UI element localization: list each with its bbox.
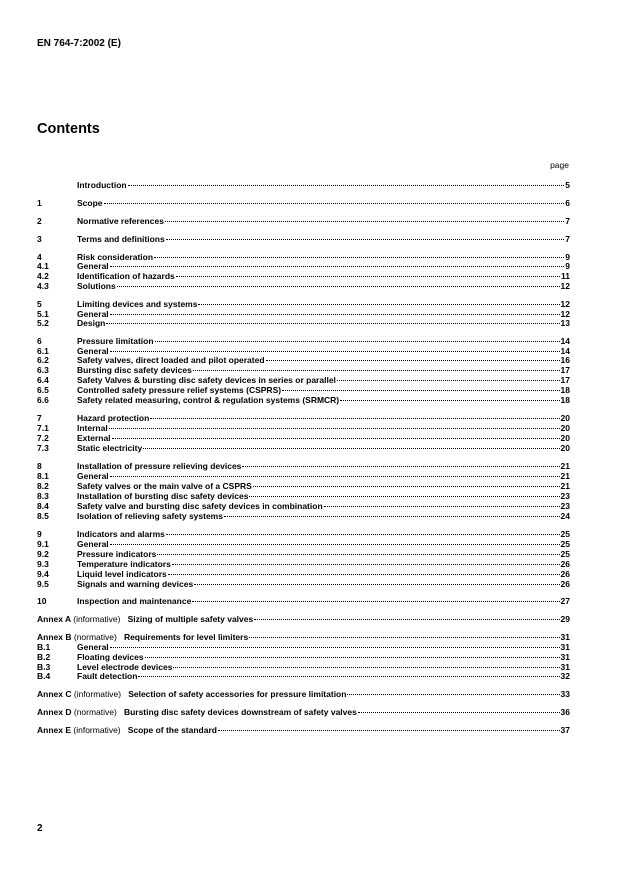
toc-entry-page: 18 — [560, 395, 570, 405]
toc-entry[interactable] — [37, 299, 570, 309]
toc-entry[interactable] — [37, 355, 570, 365]
dot-leader — [173, 666, 559, 668]
dot-leader — [253, 485, 560, 487]
toc-entry-title: General — [77, 471, 109, 481]
toc-entry-page: 20 — [560, 443, 570, 453]
toc-entry-number: 8.5 — [37, 511, 49, 521]
dot-leader — [340, 399, 559, 401]
toc-entry-page: 26 — [560, 569, 570, 579]
toc-entry-title: Installation of bursting disc safety devices — [77, 491, 249, 501]
toc-entry-number: 7.1 — [37, 423, 49, 433]
annex-label: Annex A — [37, 614, 71, 624]
toc-entry[interactable] — [37, 707, 570, 717]
toc-entry[interactable] — [37, 569, 570, 579]
annex-label: Annex B — [37, 632, 72, 642]
dot-leader — [218, 729, 560, 731]
toc-entry-title: Safety valves or the main valve of a CSPRS — [77, 481, 252, 491]
toc-entry-number: B.3 — [37, 662, 51, 672]
toc-entry-title: Safety Valves & bursting disc safety devices in series or parallel — [77, 375, 336, 385]
annex-kind: (informative) — [73, 725, 121, 735]
toc-entry[interactable] — [37, 413, 570, 423]
toc-entry[interactable] — [37, 198, 570, 208]
toc-entry-title: Design — [77, 318, 106, 328]
annex-title: Scope of the standard — [127, 725, 217, 735]
toc-entry-title: General — [77, 309, 109, 319]
toc-entry-number: 9.2 — [37, 549, 49, 559]
dot-leader — [172, 563, 560, 565]
toc-entry[interactable] — [37, 539, 570, 549]
annex-kind: (normative) — [73, 707, 117, 717]
dot-leader — [112, 437, 560, 439]
toc-entry-title: Floating devices — [77, 652, 144, 662]
dot-leader — [155, 340, 560, 342]
toc-entry-title: Indicators and alarms — [77, 529, 165, 539]
toc-entry-title: General — [77, 539, 109, 549]
toc-entry-number: 7 — [37, 413, 42, 423]
toc-entry-page: 27 — [560, 596, 570, 606]
toc-entry-page: 21 — [560, 481, 570, 491]
toc-entry-page: 17 — [560, 365, 570, 375]
dot-leader — [138, 675, 559, 677]
toc-entry-page: 31 — [560, 642, 570, 652]
dot-leader — [145, 656, 560, 658]
dot-leader — [347, 693, 559, 695]
toc-entry-page: 9 — [565, 252, 570, 262]
page-title: Contents — [37, 121, 100, 137]
toc-entry-page: 7 — [565, 234, 570, 244]
toc-entry-page: 32 — [560, 671, 570, 681]
toc-entry[interactable] — [37, 579, 570, 589]
toc-entry[interactable] — [37, 596, 570, 606]
dot-leader — [109, 427, 560, 429]
dot-leader — [106, 322, 559, 324]
dot-leader — [110, 313, 560, 315]
toc-entry-page: 7 — [565, 216, 570, 226]
toc-entry-title: General — [77, 346, 109, 356]
annex-kind: (informative) — [73, 689, 122, 699]
dot-leader — [110, 646, 560, 648]
toc-entry-number: 5.1 — [37, 309, 49, 319]
toc-entry-title: Controlled safety pressure relief systems (CSPRS) — [77, 385, 282, 395]
toc-entry-title — [37, 725, 217, 735]
toc-entry-number: 4 — [37, 252, 42, 262]
dot-leader — [110, 265, 565, 267]
toc-entry-page: 24 — [560, 511, 570, 521]
toc-entry-page: 31 — [560, 632, 570, 642]
toc-entry-page: 12 — [560, 281, 570, 291]
toc-entry-number: 4.2 — [37, 271, 49, 281]
toc-entry-number: 6.5 — [37, 385, 49, 395]
toc-entry-page: 14 — [560, 336, 570, 346]
toc-entry-number: 4.3 — [37, 281, 49, 291]
dot-leader — [154, 256, 564, 258]
toc-entry-title — [37, 614, 253, 624]
toc-entry-page: 29 — [560, 614, 570, 624]
toc-entry-title: Hazard protection — [77, 413, 150, 423]
toc-entry-title: General — [77, 261, 109, 271]
toc-entry[interactable] — [37, 234, 570, 244]
toc-entry[interactable] — [37, 689, 570, 699]
toc-entry-page: 20 — [560, 423, 570, 433]
toc-entry[interactable] — [37, 632, 570, 642]
toc-entry[interactable] — [37, 481, 570, 491]
toc-entry-number: 7.3 — [37, 443, 49, 453]
toc-entry[interactable] — [37, 365, 570, 375]
toc-entry-number: 8.2 — [37, 481, 49, 491]
toc-entry[interactable] — [37, 271, 570, 281]
annex-title: Bursting disc safety devices downstream of safety valves — [123, 707, 357, 717]
toc-entry-number: 6 — [37, 336, 42, 346]
toc-entry-page: 9 — [565, 261, 570, 271]
dot-leader — [117, 285, 560, 287]
toc-entry-title: Solutions — [77, 281, 116, 291]
dot-leader — [242, 465, 559, 467]
toc-entry-page: 12 — [560, 299, 570, 309]
toc-entry-page: 11 — [561, 271, 570, 281]
toc-entry-title: Safety valves, direct loaded and pilot operated — [77, 355, 265, 365]
dot-leader — [224, 515, 560, 517]
toc-entry-title: Static electricity — [77, 443, 143, 453]
page-number: 2 — [37, 823, 43, 834]
dot-leader — [324, 505, 560, 507]
toc-entry-page: 31 — [560, 652, 570, 662]
toc-entry[interactable] — [37, 725, 570, 735]
toc-entry[interactable] — [37, 614, 570, 624]
toc-entry[interactable] — [37, 336, 570, 346]
toc-entry-number: 2 — [37, 216, 42, 226]
toc-entry[interactable] — [37, 261, 570, 271]
annex-kind: (informative) — [73, 614, 121, 624]
toc-entry-title — [37, 632, 248, 642]
dot-leader — [193, 369, 560, 371]
dot-leader — [198, 303, 559, 305]
annex-label: Annex E — [37, 725, 72, 735]
dot-leader — [166, 533, 560, 535]
toc-entry-page: 17 — [560, 375, 570, 385]
dot-leader — [266, 359, 560, 361]
toc-entry-title: Internal — [77, 423, 108, 433]
toc-entry-title: Temperature indicators — [77, 559, 171, 569]
toc-entry-number: 6.4 — [37, 375, 49, 385]
toc-entry-title: Pressure limitation — [77, 336, 154, 346]
dot-leader — [254, 618, 559, 620]
toc-entry-title: Inspection and maintenance — [77, 596, 192, 606]
toc-entry-title — [37, 689, 346, 699]
dot-leader — [110, 350, 560, 352]
toc-entry-title: Normative references — [77, 216, 164, 226]
dot-leader — [166, 238, 565, 240]
toc-entry-page: 21 — [560, 471, 570, 481]
toc-entry[interactable] — [37, 395, 570, 405]
annex-title: Requirements for level limiters — [123, 632, 249, 642]
dot-leader — [110, 543, 560, 545]
toc-entry-number: B.2 — [37, 652, 51, 662]
toc-entry-number: 8.3 — [37, 491, 49, 501]
toc-entry-page: 31 — [560, 662, 570, 672]
toc-entry[interactable] — [37, 423, 570, 433]
toc-entry-title — [37, 707, 357, 717]
toc-entry-number: 5.2 — [37, 318, 49, 328]
toc-entry-page: 36 — [560, 707, 570, 717]
annex-label: Annex C — [37, 689, 72, 699]
dot-leader — [337, 379, 560, 381]
dot-leader — [282, 389, 559, 391]
dot-leader — [143, 447, 559, 449]
toc-entry-title: Isolation of relieving safety systems — [77, 511, 223, 521]
toc-entry-title: Bursting disc safety devices — [77, 365, 192, 375]
dot-leader — [157, 553, 559, 555]
toc-entry[interactable] — [37, 652, 570, 662]
toc-entry-title: General — [77, 642, 109, 652]
toc-entry-number: 6.6 — [37, 395, 49, 405]
toc-entry-number: 6.3 — [37, 365, 49, 375]
dot-leader — [165, 220, 564, 222]
toc-entry-number: 9.3 — [37, 559, 49, 569]
toc-entry-page: 21 — [560, 461, 570, 471]
toc-entry-title: Installation of pressure relieving devices — [77, 461, 242, 471]
dot-leader — [358, 711, 560, 713]
toc-entry[interactable] — [37, 180, 570, 190]
toc-entry-title: Introduction — [77, 180, 127, 190]
toc-entry-number: B.4 — [37, 671, 51, 681]
toc-entry[interactable] — [37, 443, 570, 453]
dot-leader — [168, 573, 560, 575]
toc-entry-title: Signals and warning devices — [77, 579, 194, 589]
toc-entry-number: 4.1 — [37, 261, 49, 271]
toc-entry-number: B.1 — [37, 642, 51, 652]
dot-leader — [249, 495, 559, 497]
toc-entry-page: 23 — [560, 501, 570, 511]
toc-entry-number: 9.1 — [37, 539, 49, 549]
toc-entry-title: Identification of hazards — [77, 271, 175, 281]
toc-entry-page: 23 — [560, 491, 570, 501]
page-column-label: page — [550, 160, 569, 170]
toc-entry-title: Pressure indicators — [77, 549, 157, 559]
toc-entry-title: Scope — [77, 198, 103, 208]
toc-entry[interactable] — [37, 318, 570, 328]
toc-entry-number: 7.2 — [37, 433, 49, 443]
toc-entry-page: 16 — [560, 355, 570, 365]
dot-leader — [194, 583, 559, 585]
toc-entry-page: 20 — [560, 433, 570, 443]
toc-entry-page: 12 — [560, 309, 570, 319]
toc-entry-number: 8.4 — [37, 501, 49, 511]
dot-leader — [104, 202, 565, 204]
toc-entry-page: 25 — [560, 549, 570, 559]
toc-entry[interactable] — [37, 216, 570, 226]
annex-kind: (normative) — [73, 632, 117, 642]
dot-leader — [128, 184, 565, 186]
document-header: EN 764-7:2002 (E) — [37, 38, 121, 49]
toc-entry-page: 20 — [560, 413, 570, 423]
toc-entry-number: 9.4 — [37, 569, 49, 579]
dot-leader — [176, 275, 560, 277]
toc-entry-title: Liquid level indicators — [77, 569, 167, 579]
toc-entry-page: 33 — [560, 689, 570, 699]
toc-entry-title: Safety related measuring, control & regulation systems (SRMCR) — [77, 395, 340, 405]
annex-title: Selection of safety accessories for pressure limitation — [128, 689, 347, 699]
toc-entry[interactable] — [37, 471, 570, 481]
toc-entry-number: 9.5 — [37, 579, 49, 589]
toc-entry[interactable] — [37, 559, 570, 569]
toc-entry-number: 6.1 — [37, 346, 49, 356]
toc-entry-title: Fault detection — [77, 671, 138, 681]
toc-entry-page: 26 — [560, 559, 570, 569]
toc-entry-page: 14 — [560, 346, 570, 356]
dot-leader — [192, 600, 559, 602]
toc-entry[interactable] — [37, 501, 570, 511]
toc-entry-title: Level electrode devices — [77, 662, 173, 672]
toc-entry[interactable] — [37, 549, 570, 559]
dot-leader — [150, 417, 559, 419]
toc-entry[interactable] — [37, 642, 570, 652]
toc-entry-number: 8 — [37, 461, 42, 471]
toc-entry-title: Terms and definitions — [77, 234, 165, 244]
toc-entry[interactable] — [37, 491, 570, 501]
toc-entry[interactable] — [37, 671, 570, 681]
toc-entry-title: Limiting devices and systems — [77, 299, 198, 309]
toc-entry-number: 5 — [37, 299, 42, 309]
toc-entry-page: 6 — [565, 198, 570, 208]
toc-entry-number: 8.1 — [37, 471, 49, 481]
toc-entry-title: Safety valve and bursting disc safety devices in combination — [77, 501, 323, 511]
toc-entry-number: 3 — [37, 234, 42, 244]
toc-entry-page: 26 — [560, 579, 570, 589]
toc-entry[interactable] — [37, 375, 570, 385]
annex-title: Sizing of multiple safety valves — [127, 614, 254, 624]
toc-entry-title: External — [77, 433, 111, 443]
toc-entry[interactable] — [37, 461, 570, 471]
toc-entry-page: 13 — [560, 318, 570, 328]
annex-label: Annex D — [37, 707, 72, 717]
toc-entry-page: 37 — [560, 725, 570, 735]
dot-leader — [110, 475, 560, 477]
toc-entry[interactable] — [37, 433, 570, 443]
toc-entry[interactable] — [37, 385, 570, 395]
toc-entry-number: 1 — [37, 198, 42, 208]
toc-entry-page: 18 — [560, 385, 570, 395]
toc-entry-number: 10 — [37, 596, 47, 606]
dot-leader — [249, 636, 559, 638]
toc-entry-page: 25 — [560, 539, 570, 549]
toc-entry[interactable] — [37, 281, 570, 291]
toc-entry-page: 25 — [560, 529, 570, 539]
toc-entry-page: 5 — [565, 180, 570, 190]
toc-entry[interactable] — [37, 511, 570, 521]
toc-entry-title: Risk consideration — [77, 252, 154, 262]
toc-entry[interactable] — [37, 529, 570, 539]
toc-entry-number: 9 — [37, 529, 42, 539]
toc-entry-number: 6.2 — [37, 355, 49, 365]
